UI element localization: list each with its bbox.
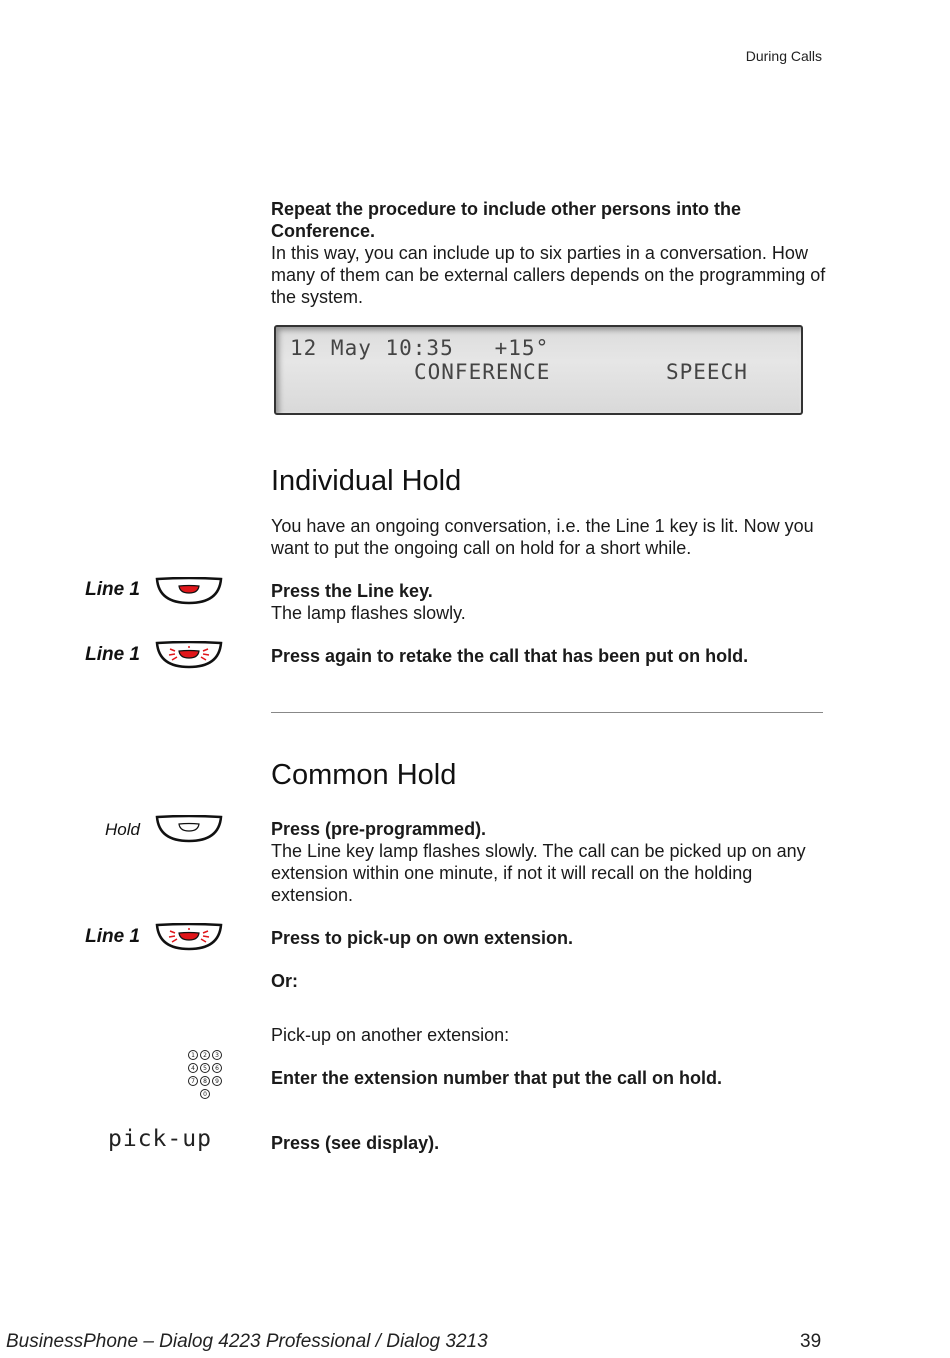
line-key-lit-icon[interactable] — [155, 577, 223, 605]
running-header: During Calls — [745, 48, 822, 64]
hold-lamp-note: The Line key lamp flashes slowly. The call can be picked up on any extension within one minute, if not it will recall on the holding extension. — [271, 841, 806, 905]
conference-repeat-instruction: Repeat the procedure to include other persons into the Conference. — [271, 199, 742, 241]
svg-text:0: 0 — [203, 1091, 207, 1098]
individual-hold-step-1 — [271, 580, 831, 624]
display-line-1: 12 May 10:35 +15° — [290, 336, 550, 360]
individual-hold-intro: You have an ongoing conversation, i.e. the Line 1 key is lit. Now you want to put the ongoing call on hold for a short while. — [271, 516, 814, 558]
display-speech-text: SPEECH — [666, 360, 748, 384]
individual-hold-heading: Individual Hold — [271, 465, 462, 497]
or-label: Or: — [271, 971, 298, 991]
hold-key-icon[interactable] — [155, 815, 223, 843]
press-hold-instruction: Press (pre-programmed). — [271, 819, 487, 839]
line-1-key-label: Line 1 — [85, 926, 140, 947]
svg-text:8: 8 — [203, 1078, 207, 1085]
other-extension-label: Pick-up on another extension: — [271, 1025, 510, 1045]
keypad-icon[interactable] — [187, 1049, 225, 1101]
svg-text:9: 9 — [215, 1078, 219, 1085]
phone-display — [274, 325, 803, 415]
page-number: 39 — [800, 1331, 822, 1352]
enter-extension-instruction: Enter the extension number that put the call on hold. — [271, 1068, 723, 1088]
press-line-key-instruction: Press the Line key. — [271, 581, 433, 601]
line-key-flashing-icon[interactable] — [155, 923, 223, 951]
display-conference-text: CONFERENCE — [414, 360, 551, 384]
retake-call-instruction: Press again to retake the call that has been put on hold. — [271, 646, 749, 666]
pickup-softkey[interactable]: pick-up — [108, 1126, 212, 1152]
hold-key-label: Hold — [105, 820, 140, 839]
conference-repeat-block — [271, 198, 831, 308]
line-1-key-label: Line 1 — [85, 579, 140, 600]
svg-text:5: 5 — [203, 1065, 207, 1072]
line-key-flashing-icon[interactable] — [155, 641, 223, 669]
common-hold-heading: Common Hold — [271, 759, 457, 791]
svg-text:2: 2 — [203, 1052, 207, 1059]
svg-text:7: 7 — [191, 1078, 195, 1085]
svg-text:4: 4 — [191, 1065, 195, 1072]
pickup-own-extension-instruction: Press to pick-up on own extension. — [271, 928, 574, 948]
lamp-flashes-note: The lamp flashes slowly. — [271, 603, 466, 623]
section-divider — [271, 712, 823, 713]
common-hold-step-1 — [271, 818, 831, 906]
conference-repeat-explanation: In this way, you can include up to six parties in a conversation. How many of them can be external callers depends on the programming of the system. — [271, 243, 826, 307]
line-1-key-label: Line 1 — [85, 644, 140, 665]
svg-text:1: 1 — [191, 1052, 195, 1059]
press-pickup-instruction: Press (see display). — [271, 1133, 440, 1153]
footer-title: BusinessPhone – Dialog 4223 Professional / Dialog 3213 — [6, 1331, 488, 1352]
svg-text:3: 3 — [215, 1052, 219, 1059]
svg-text:6: 6 — [215, 1065, 219, 1072]
